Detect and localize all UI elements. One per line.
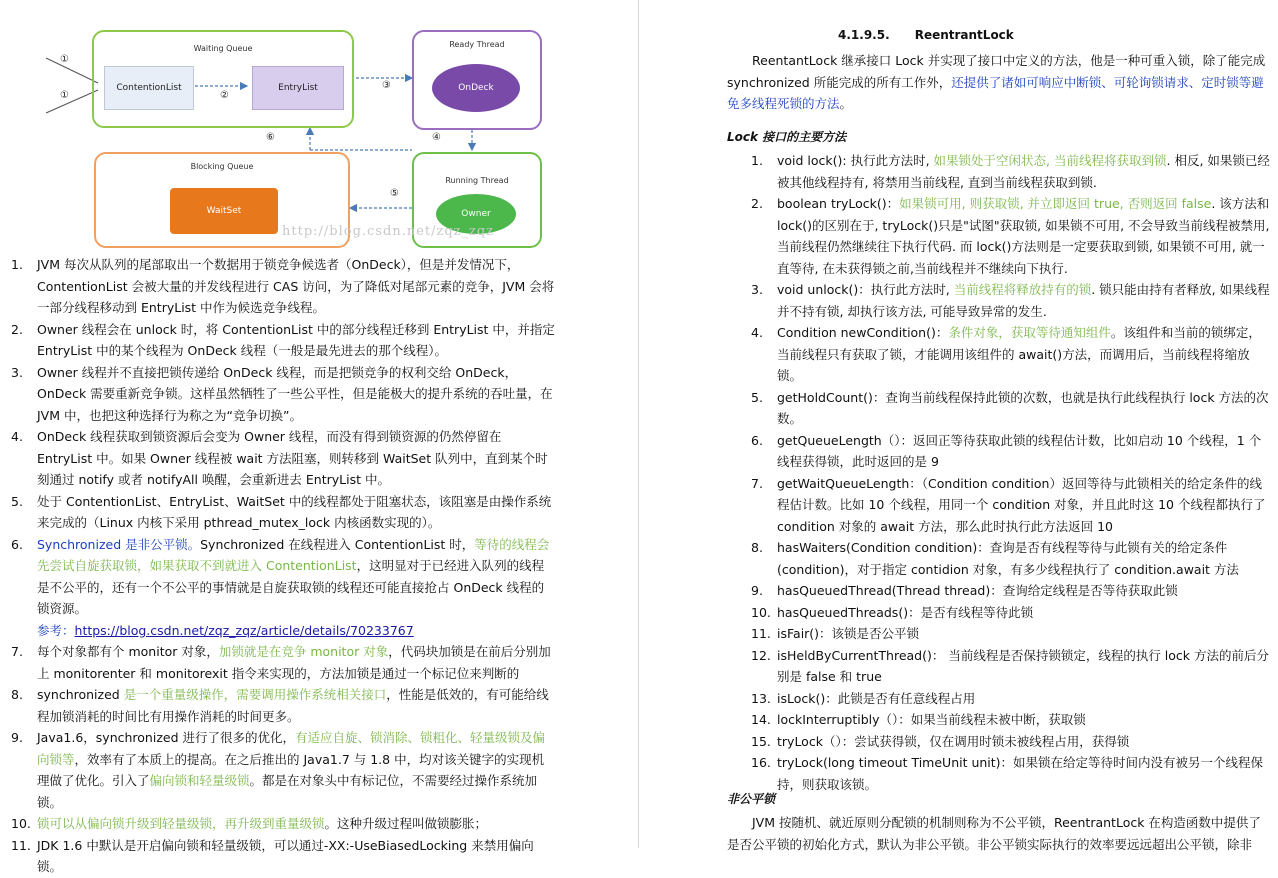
reference-link[interactable]: https://blog.csdn.net/zqz_zqz/article/details/70233767 bbox=[74, 622, 414, 638]
item-number: 11. bbox=[751, 626, 771, 641]
item-number: 9. bbox=[751, 583, 763, 598]
lock-method-item bbox=[751, 193, 1272, 279]
lock-methods-list bbox=[751, 150, 1272, 795]
item-number: 10. bbox=[11, 816, 31, 831]
intro-plain: ReentantLock 继承接口 Lock 并实现了接口中定义的方法，他是一种可重入锁，除了能完成 synchronized 所能完成的所有工作外， bbox=[727, 53, 1266, 90]
lock-method-item bbox=[751, 688, 1272, 710]
item-number: 7. bbox=[11, 644, 23, 659]
lock-method-item bbox=[751, 150, 1272, 193]
step-1a-label: ① bbox=[60, 54, 69, 65]
waitset-block: WaitSet bbox=[170, 188, 278, 234]
lock-methods-title: Lock 接口的主要方法 bbox=[727, 130, 847, 144]
lock-method-item bbox=[751, 473, 1272, 538]
highlight-text: 锁可以从偏向锁升级到轻量级锁，再升级到重量级锁 bbox=[37, 816, 325, 831]
item-number: 11. bbox=[11, 837, 31, 853]
item-text: Owner 线程会在 unlock 时，将 ContentionList 中的部分线程迁移到 EntryList 中，并指定 EntryList 中的某个线程为 OnDeck 线程（一般是最先进去的那个线程）。 bbox=[37, 321, 555, 358]
highlight-text: 有适应自旋、锁消除、锁粗化、轻量级锁及偏向锁等 bbox=[37, 730, 545, 767]
item-text: OnDeck 线程获取到锁资源后会变为 Owner 线程，而没有得到锁资源的仍然停留在 EntryList 中。如果 Owner 线程被 wait 方法阻塞，则转移到 WaitSet 队列中，直到某个时刻通过 notify 或者 notifyAll 唤醒，会重新进去 EntryList 中。 bbox=[37, 429, 548, 487]
item-number: 8. bbox=[11, 687, 23, 702]
item-text: . 该方法和 lock()的区别在于, tryLock()只是"试图"获取锁, 如果锁不可用, 不会导致当前线程被禁用, 当前线程仍然继续往下执行代码. 而 lock()方法则是一定要获取到锁, 如果锁不可用, 就一直等待, 在未获得锁之前,当前线程并不继续向下执行. bbox=[777, 196, 1270, 276]
item-number: 12. bbox=[751, 647, 771, 663]
ready-thread-box bbox=[412, 30, 542, 130]
highlight-text: 如果锁可用, 则获取锁, 并立即返回 true, 否则返回 false bbox=[899, 196, 1212, 211]
item-text: Owner 线程并不直接把锁传递给 OnDeck 线程，而是把锁竞争的权利交给 OnDeck，OnDeck 需要重新竞争锁。这样虽然牺牲了一些公平性，但是能极大的提升系统的吞吐量，在 JVM 中，也把这种选择行为称之为“竞争切换”。 bbox=[37, 364, 553, 423]
sync-note-item bbox=[11, 813, 555, 835]
contention-list-block: ContentionList bbox=[104, 66, 194, 110]
entry-list-block: EntryList bbox=[252, 66, 344, 110]
item-text: boolean tryLock()： bbox=[777, 196, 900, 211]
waiting-queue-title: Waiting Queue bbox=[193, 44, 253, 53]
lock-method-item bbox=[751, 752, 1272, 795]
item-number: 7. bbox=[751, 475, 763, 491]
item-text: . 锁只能由持有者释放, 如果线程并不持有锁, 却执行该方法, 可能导致异常的发生. bbox=[777, 282, 1270, 319]
item-text: Synchronized 在线程进入 ContentionList 时， bbox=[200, 536, 475, 552]
item-text: JDK 1.6 中默认是开启偏向锁和轻量级锁，可以通过-XX:-UseBiasedLocking 来禁用偏向锁。 bbox=[37, 837, 534, 874]
ondeck-node: OnDeck bbox=[432, 64, 520, 112]
lock-method-item bbox=[751, 602, 1272, 624]
highlight-text: 如果锁处于空闲状态, 当前线程将获取到锁 bbox=[933, 153, 1167, 168]
item-text: 。都是在对象头中有标记位，不需要经过操作系统加锁。 bbox=[37, 773, 538, 810]
item-text: 处于 ContentionList、EntryList、WaitSet 中的线程都处于阻塞状态，该阻塞是由操作系统来完成的（Linux 内核下采用 pthread_mutex_lock 内核函数实现的）。 bbox=[37, 493, 552, 530]
reference-label: 参考： bbox=[37, 622, 75, 638]
blocking-queue-title: Blocking Queue bbox=[190, 162, 254, 171]
item-text: ，代码块加锁是在前后分别加上 monitorenter 和 monitorexit 指令来实现的，方法加锁是通过一个标记位来判断的 bbox=[37, 644, 551, 681]
item-text: . 相反, 如果锁已经被其他线程持有, 将禁用当前线程, 直到当前线程获取到锁. bbox=[777, 153, 1270, 190]
item-text: synchronized bbox=[37, 687, 124, 702]
item-text: tryLock(long timeout TimeUnit unit)：如果锁在给定等待时间内没有被另一个线程保持，则获取该锁。 bbox=[777, 755, 1264, 792]
lock-method-item bbox=[751, 387, 1272, 430]
item-text: isHeldByCurrentThread()： 当前线程是否保持锁锁定，线程的执行 lock 方法的前后分别是 false 和 true bbox=[777, 647, 1270, 684]
step-5-label: ⑤ bbox=[390, 188, 399, 199]
highlight-text: 条件对象，获取等待通知组件 bbox=[948, 325, 1111, 340]
highlight-text: 偏向锁和轻量级锁 bbox=[149, 773, 250, 788]
item-text: void unlock()：执行此方法时, bbox=[777, 282, 954, 297]
unfair-lock-paragraph: JVM 按随机、就近原则分配锁的机制则称为不公平锁，ReentrantLock 在构造函数中提供了是否公平锁的初始化方式，默认为非公平锁。非公平锁实际执行的效率要远远超出公平锁，除非 bbox=[727, 815, 1261, 852]
unfair-lock-title: 非公平锁 bbox=[727, 792, 776, 806]
step-4-label: ④ bbox=[432, 132, 441, 143]
item-text: ，性能是低效的，有可能给线程加锁消耗的时间比有用操作消耗的时间更多。 bbox=[37, 687, 549, 724]
intro-highlight: 还提供了诸如可响应中断锁、可轮询锁请求、定时锁等避免多线程死锁的方法 bbox=[727, 74, 1264, 111]
item-text: ，这明显对于已经进入队列的线程是不公平的，还有一个不公平的事情就是自旋获取锁的线程还可能直接抢占 OnDeck 线程的锁资源。 bbox=[37, 558, 545, 616]
item-number: 16. bbox=[751, 755, 771, 770]
item-number: 1. bbox=[11, 257, 23, 272]
item-number: 4. bbox=[751, 325, 763, 340]
owner-node: Owner bbox=[436, 194, 516, 234]
watermark: http://blog.csdn.net/zqz_zqz bbox=[282, 224, 495, 239]
sync-note-item bbox=[11, 426, 555, 491]
step-6-label: ⑥ bbox=[266, 132, 275, 143]
step-3-label: ③ bbox=[382, 80, 391, 91]
lock-method-item bbox=[751, 537, 1272, 580]
item-number: 10. bbox=[751, 604, 771, 620]
lock-method-item bbox=[751, 645, 1272, 688]
lock-method-item bbox=[751, 731, 1272, 753]
item-text: lockInterruptibly（）：如果当前线程未被中断，获取锁 bbox=[777, 712, 1086, 727]
lock-method-item bbox=[751, 709, 1272, 731]
item-number: 1. bbox=[751, 153, 763, 168]
lock-state-diagram bbox=[40, 28, 560, 254]
item-number: 2. bbox=[11, 321, 23, 337]
sync-note-item bbox=[11, 534, 555, 620]
lock-method-item bbox=[751, 580, 1272, 602]
item-number: 3. bbox=[11, 364, 23, 380]
step-1b-label: ① bbox=[60, 90, 69, 101]
item-number: 6. bbox=[751, 432, 763, 448]
ready-thread-title: Ready Thread bbox=[449, 40, 505, 49]
synchronized-notes-list bbox=[11, 254, 555, 878]
sync-note-item bbox=[11, 362, 555, 427]
highlight-text: 是一个重量级操作，需要调用操作系统相关接口 bbox=[123, 687, 387, 702]
running-thread-title: Running Thread bbox=[445, 176, 509, 185]
sync-note-item bbox=[11, 254, 555, 319]
highlight-text: 当前线程将释放持有的锁 bbox=[953, 282, 1092, 297]
page-divider bbox=[638, 0, 639, 848]
item-text: hasQueuedThread(Thread thread)：查询给定线程是否等待获取此锁 bbox=[777, 583, 1178, 598]
sync-note-item bbox=[11, 319, 555, 362]
highlight-text: 等待的线程会先尝试自旋获取锁，如果获取不到就进入 ContentionList bbox=[37, 536, 550, 573]
step-2-label: ② bbox=[220, 90, 229, 101]
sync-note-item bbox=[11, 727, 555, 813]
item-text: isFair()：该锁是否公平锁 bbox=[777, 626, 920, 641]
sync-note-item bbox=[11, 491, 555, 534]
sync-note-item bbox=[11, 684, 555, 727]
item-text: 。该组件和当前的锁绑定，当前线程只有获取了锁，才能调用该组件的 await()方法，而调用后，当前线程将缩放锁。 bbox=[777, 325, 1261, 383]
sync-note-item bbox=[11, 641, 555, 684]
item-text: tryLock（）：尝试获得锁，仅在调用时锁未被线程占用，获得锁 bbox=[777, 733, 1130, 749]
item-number: 13. bbox=[751, 690, 771, 706]
right-page bbox=[640, 0, 1278, 878]
item-text: void lock(): 执行此方法时, bbox=[777, 153, 934, 168]
lock-method-item bbox=[751, 322, 1272, 387]
reference-line bbox=[37, 620, 555, 642]
item-number: 5. bbox=[11, 493, 23, 509]
item-text: getQueueLength（）：返回正等待获取此锁的线程估计数，比如启动 10 个线程，1 个线程获得锁，此时返回的是 9 bbox=[777, 432, 1262, 469]
item-number: 14. bbox=[751, 712, 771, 727]
item-text: Condition newCondition()： bbox=[777, 325, 949, 340]
item-number: 3. bbox=[751, 282, 763, 297]
item-text: ，效率有了本质上的提高。在之后推出的 Java1.7 与 1.8 中，均对该关键字的实现机理做了优化。引入了 bbox=[37, 751, 545, 788]
item-number: 4. bbox=[11, 429, 23, 444]
item-number: 2. bbox=[751, 196, 763, 211]
item-number: 15. bbox=[751, 733, 771, 749]
item-text: JVM 每次从队列的尾部取出一个数据用于锁竞争候选者（OnDeck），但是并发情况下，ContentionList 会被大量的并发线程进行 CAS 访问，为了降低对尾部元素的竞争，JVM 会将一部分线程移动到 EntryList 中作为候选竞争线程。 bbox=[37, 257, 555, 315]
highlight-text: 加锁就是在竞争 monitor 对象 bbox=[218, 644, 389, 659]
item-text: Java1.6，synchronized 进行了很多的优化， bbox=[37, 730, 295, 745]
item-number: 6. bbox=[11, 536, 23, 552]
item-text: getHoldCount()：查询当前线程保持此锁的次数，也就是执行此线程执行 lock 方法的次数。 bbox=[777, 389, 1269, 426]
item-text: hasQueuedThreads()：是否有线程等待此锁 bbox=[777, 604, 1034, 620]
item-text: 每个对象都有个 monitor 对象， bbox=[37, 644, 219, 659]
lock-method-item bbox=[751, 279, 1272, 322]
intro-paragraph bbox=[727, 50, 1272, 115]
item-text: getWaitQueueLength：（Condition condition）返回等待与此锁相关的给定条件的线程估计数。比如 10 个线程，用同一个 condition 对象，并且此时这 10 个线程都执行了 condition 对象的 await 方法，那么此时执行此方法返回 10 bbox=[777, 475, 1266, 534]
left-page bbox=[0, 0, 638, 878]
item-text: isLock()：此锁是否有任意线程占用 bbox=[777, 690, 976, 706]
lock-method-item bbox=[751, 623, 1272, 645]
sync-note-item bbox=[11, 835, 555, 878]
item-number: 5. bbox=[751, 389, 763, 405]
item-number: 9. bbox=[11, 730, 23, 745]
highlight-text: Synchronized 是非公平锁。 bbox=[37, 536, 201, 552]
item-text: 。这种升级过程叫做锁膨胀； bbox=[324, 816, 488, 831]
section-title: 4.1.9.5. ReentrantLock bbox=[838, 28, 1014, 42]
item-number: 8. bbox=[751, 540, 763, 555]
waiting-queue-box bbox=[92, 30, 354, 128]
lock-method-item bbox=[751, 430, 1272, 473]
intro-end: 。 bbox=[839, 96, 853, 111]
item-text: hasWaiters(Condition condition)：查询是否有线程等待与此锁有关的给定条件(condition)，对于指定 contidion 对象，有多少线程执行了 condition.await 方法 bbox=[777, 540, 1239, 577]
